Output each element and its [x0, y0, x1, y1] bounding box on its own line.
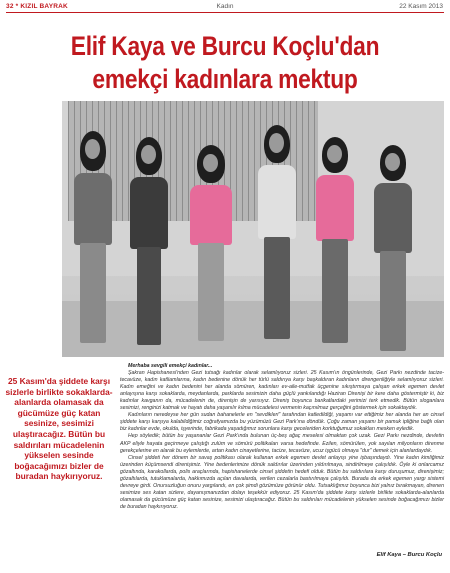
letter-signature: Elif Kaya – Burcu Koçlu: [376, 552, 442, 558]
letter-greeting: Merhaba sevgili emekçi kadınlar...: [128, 363, 213, 369]
header-rule: [6, 12, 444, 13]
letter-paragraph: Şakran Hapishanesi'nden Gezi tutsağı kadınlar olarak selamlıyoruz sizleri. 25 Kasım'ın öngünlerinde, Gezi Parkı nezdinde tacize-tecavüze, kadın katliamlarına, kadın bedenine dönük her türlü saldırıya karşı başkaldıran kadınların direngenliğiyle selamlıyoruz sizleri. Kadın emeğini ve kadın bedenini her alanda sömüren, kadınları ev-aile-mutfak üçgenine sıkıştırmaya çalışan erkek egemen devlet anlayışına karşı sokaklarda, meydanlarda, parklarda sesimizin daha güçlü yankılandığı Haziran Direnişi bir kere daha göstermiştir ki, biz kadınlar kavganın da, mücadelenin de, direnişin de yarısıyız. Direniş boyunca barikatlardaki yerimizi terk etmedik. Bütün sloganlara sesimizi, renginizi katmak ve hayatı daha yaşanılır kılma mücadelesi vermenin kaçınılmaz gerçeğini göstermek için sokaktaydık.: [120, 370, 444, 412]
letter-paragraph: Kadınların neredeyse her gün sudan bahanelerle en "sevdikleri" tarafından katledildiği, yaşamı var ettiğimiz her alanda her an cinsel şiddete karşı karşıya kalabildiğimiz coğrafyamızda bu yüzümüzü Gezi Park'ına döndük. Çoğu zaman yaşamı bir pamuk ipliğine bağlı olan biz kadınlar evde, okulda, işyerinde, fabrikada yaşadığımız sorunlara karşı geceleriden korktuğumuz sokakları mesken eyledik.: [120, 412, 444, 433]
section-label: Kadın: [216, 3, 234, 10]
letter-paragraph: Hep söyledik; bütün bu yaşananlar Gezi Park'ında bulunan üç-beş ağaç meselesi olmaktan çok uzak. Gezi Parkı nezdinde, devletin AKP eliyle hayata geçirmeye çalıştığı zulüm ve sömürü politikaları varsa hedefinde. Ezilen, sömürülen, yok sayılan milyonların direnme gerekçelerine en alarak bu eylemlerde, artan kadın cinayetlerine, tacize, tecavüze, ucuz işgücü olmaya "dur" demek için alanlardaydık.: [120, 433, 444, 454]
group-photo: [62, 101, 444, 357]
title-line-2: emekçi kadınlara mektup: [92, 64, 358, 94]
page-label: 32 * KIZIL BAYRAK: [6, 3, 68, 10]
letter-paragraph: Cinsel şiddeti her dönem bir savaş politikası olarak kullanan erkek egemen devlet anlayışı yine işbaşındaydı. Yine kadın kimliğimiz üzerinden küçümsendi direnişimiz. Yine bedenlerimize dönük saldırılar üzerinden yıldırılmaya, sindirilmeye çalışıldık. Öyle ki onlarcamız gözaltında, karakollarda, polis araçlarında, hapishanelerde cinsel şiddetin hedefi olduk. Bütün bu saldırılara karşı duruşumuz, direnişimiz; gözaltılarda, tutuklamalarda, hakkımızda açılan davalarda, verilen cezalarla bastırılmaya çalışıldı. Burada da erkek egemen yargı sistemi devreye girdi. Onursuzluğun onuru yargılandı, en çok şimdi gözümüze görünür oldu. Tutsaklığımız boyunca bizi yalnız bırakmayan, direnen sesimize ses katan sizlere, dayanışmanızdan dolayı teşekkür ediyoruz. 25 Kasım'da şiddete karşı sizlerle birlikte sokaklarda-alanlarda olamasak da gücümüze güç katan sesinize, sesimizi ulaştıracağız. Bütün bu saldırıları mücadelenin yükselen sesinde boğacağımızı bizler de buradan haykırıyoruz.: [120, 454, 444, 510]
issue-date: 22 Kasım 2013: [399, 3, 443, 10]
title-line-1: Elif Kaya ve Burcu Koçlu'dan: [70, 31, 380, 61]
article-title: [32, 30, 419, 96]
page-header: [0, 0, 450, 14]
pull-quote: 25 Kasım'da şiddete karşı sizlerle birlikte sokaklarda-alanlarda olamasak da gücümüze güç katan sesinize, sesimizi ulaştıracağız. Bütün bu saldırıları mücadelenin yükselen sesinde boğacağımızı bizler de buradan haykırıyoruz.: [5, 376, 113, 482]
letter-body: [120, 363, 444, 511]
